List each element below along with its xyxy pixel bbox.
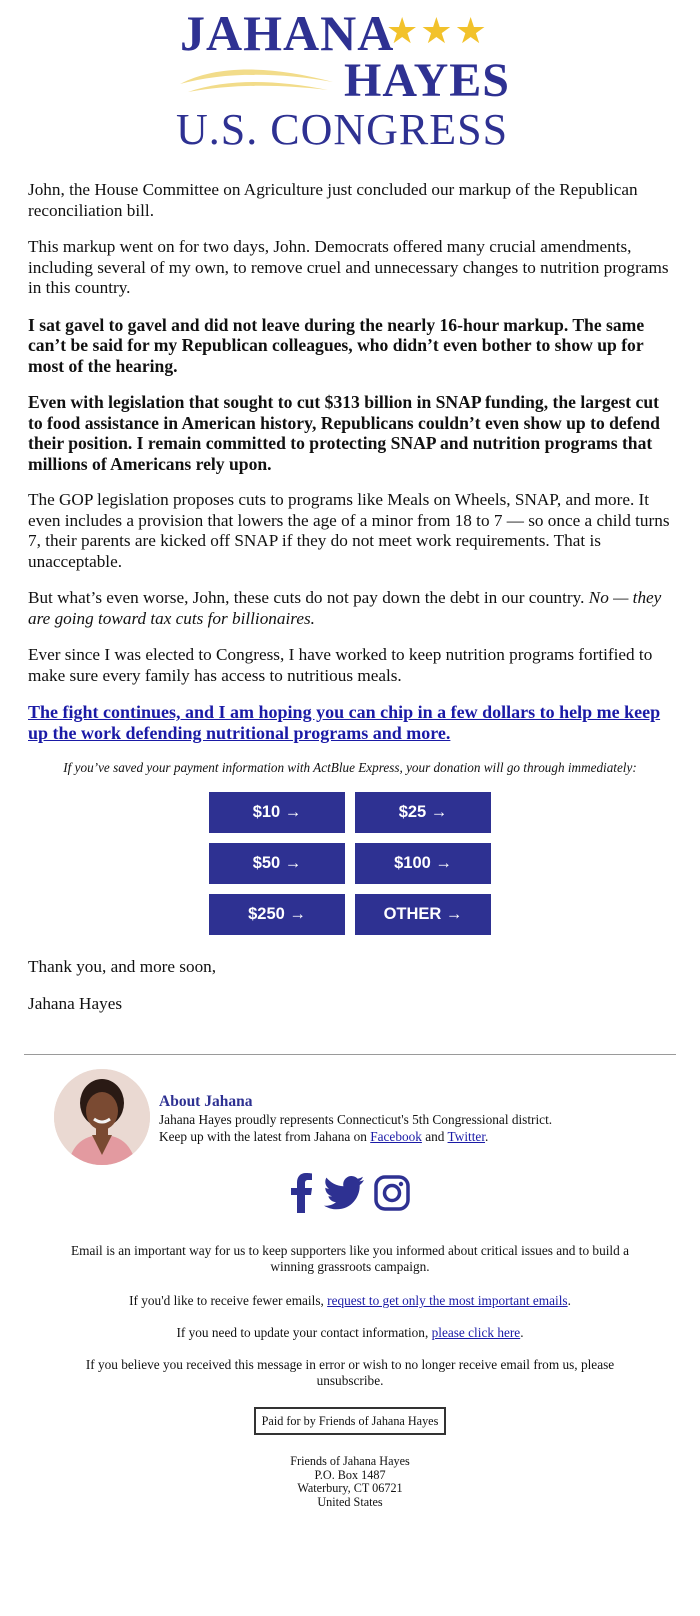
about-line-follow: Keep up with the latest from Jahana on	[159, 1128, 367, 1144]
actblue-express-note: If you’ve saved your payment information with ActBlue Express, your donation will go through immediately:	[63, 760, 637, 775]
email-importance-note: Email is an important way for us to keep supporters like you informed about critical issues and to build a winning grassroots campaign.	[71, 1243, 629, 1274]
about-title: About Jahana	[159, 1093, 253, 1110]
avatar	[54, 1069, 150, 1165]
donate-250-button[interactable]: $250 →	[209, 894, 345, 935]
paragraph-tax-cuts	[28, 588, 672, 629]
address-line: United States	[317, 1494, 383, 1509]
logo-stars-icon: ★★★	[386, 11, 489, 52]
mailing-address	[0, 1455, 700, 1509]
paragraph-gop-legislation: The GOP legislation proposes cuts to programs like Meals on Wheels, SNAP, and more. It even includes a provision that lowers the age of a minor from 18 to 7 — so once a child turns 7, their parents are kicked off SNAP if they do not meet work requirements. That is unacceptable.	[28, 490, 670, 571]
update-contact-link[interactable]: please click here	[431, 1325, 521, 1340]
portrait-icon	[54, 1069, 150, 1165]
logo-last-name: HAYES	[344, 54, 510, 107]
fewer-emails-link[interactable]: request to get only the most important emails	[327, 1293, 568, 1308]
about-and: and	[425, 1128, 445, 1144]
update-contact-end: .	[520, 1325, 524, 1340]
tax-cuts-lead: But what’s even worse, John, these cuts do not pay down the debt in our country.	[28, 588, 585, 607]
fewer-emails-text: If you'd like to receive fewer emails,	[129, 1293, 324, 1308]
facebook-icon[interactable]	[290, 1173, 314, 1213]
paid-for-row	[0, 1389, 700, 1435]
logo-swoosh-icon	[178, 62, 338, 96]
paragraph-gavel: I sat gavel to gavel and did not leave during the nearly 16-hour markup. The same can’t be said for my Republican colleagues, who didn’t even bother to show up for most of the hearing.	[28, 314, 645, 376]
donate-50-button[interactable]: $50 →	[209, 843, 345, 884]
update-contact-line	[0, 1325, 700, 1341]
about-section	[0, 1055, 700, 1165]
campaign-logo	[0, 0, 700, 160]
donation-cta	[28, 702, 672, 744]
address-line: P.O. Box 1487	[314, 1467, 386, 1482]
fewer-emails-line	[0, 1293, 700, 1309]
twitter-link[interactable]: Twitter	[447, 1128, 486, 1144]
donation-cta-link[interactable]: The fight continues, and I am hoping you can chip in a few dollars to help me keep up the work defending nutritional programs and more.	[28, 702, 661, 743]
address-line: Waterbury, CT 06721	[297, 1481, 403, 1495]
about-line-district: Jahana Hayes proudly represents Connecticut's 5th Congressional district.	[159, 1112, 553, 1127]
about-end: .	[485, 1128, 489, 1144]
instagram-icon[interactable]	[374, 1175, 410, 1211]
paragraph-snap-cut: Even with legislation that sought to cut $313 billion in SNAP funding, the largest cut to food assistance in American history, Republicans couldn’t even show up to defend their position. I remain committed to protecting SNAP and nutrition programs that millions of Americans rely upon.	[28, 392, 660, 474]
tax-cuts-italic: No — they are going toward tax cuts for billionaires.	[28, 588, 662, 628]
donation-button-grid	[209, 792, 491, 935]
paid-for-box: Paid for by Friends of Jahana Hayes	[254, 1407, 447, 1435]
logo-first-name: JAHANA	[180, 5, 395, 61]
unsubscribe-note: If you believe you received this message in error or wish to no longer receive email from us, please unsubscribe.	[85, 1357, 615, 1388]
signature: Jahana Hayes	[28, 993, 123, 1013]
footer	[0, 1243, 700, 1509]
twitter-icon[interactable]	[324, 1176, 364, 1210]
facebook-link[interactable]: Facebook	[370, 1128, 422, 1144]
fewer-emails-end: .	[567, 1293, 571, 1308]
logo-office: U.S. CONGRESS	[176, 105, 509, 154]
donate-10-button[interactable]: $10 →	[209, 792, 345, 833]
donate-25-button[interactable]: $25 →	[355, 792, 491, 833]
closing-thanks: Thank you, and more soon,	[28, 957, 217, 976]
donate-other-button[interactable]: OTHER →	[355, 894, 491, 935]
paragraph-markup: This markup went on for two days, John. Democrats offered many crucial amendments, including several of my own, to remove cruel and unnecessary changes to nutrition programs in this country.	[28, 237, 669, 297]
donate-100-button[interactable]: $100 →	[355, 843, 491, 884]
about-text	[159, 1112, 552, 1145]
social-icons	[0, 1169, 700, 1217]
address-line: Friends of Jahana Hayes	[290, 1454, 410, 1468]
update-contact-text: If you need to update your contact information,	[176, 1325, 429, 1340]
paragraph-fortified: Ever since I was elected to Congress, I have worked to keep nutrition programs fortified to make sure every family has access to nutritious meals.	[28, 645, 653, 685]
email-body	[0, 180, 700, 1014]
paragraph-intro: John, the House Committee on Agriculture just concluded our markup of the Republican reconciliation bill.	[28, 180, 638, 220]
